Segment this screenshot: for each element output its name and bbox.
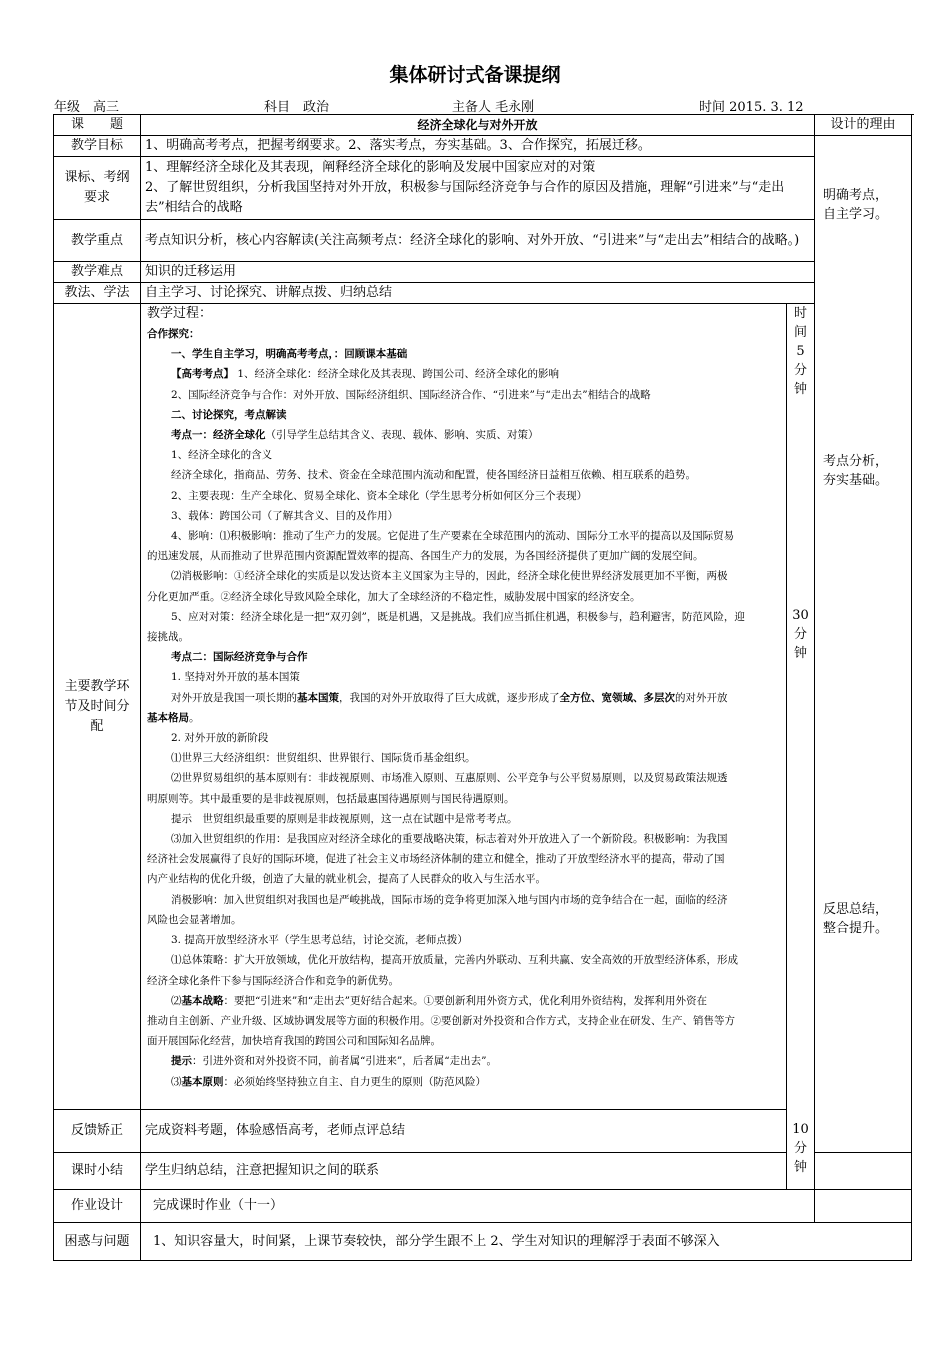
homework-reason-blank <box>815 1190 912 1223</box>
time-1: 时 间 5 分 钟 <box>794 306 808 397</box>
goal-value: 1、明确高考考点，把握考纲要求。2、落实考点，夯实基础。3、合作探究，拓展迁移。 <box>141 136 815 157</box>
header-meta <box>54 96 914 115</box>
preparer-field: 主备人 毛永刚 <box>452 100 535 115</box>
reason-1: 明确考点， 自主学习。 <box>823 188 889 222</box>
issues-value: 1、知识容量大，时间紧，上课节奏较快，部分学生跟不上 2、学生对知识的理解浮于表面不够深入 <box>141 1223 912 1261</box>
standard-label: 课标、考纲 要求 <box>54 157 141 220</box>
issues-label: 困惑与问题 <box>54 1223 141 1261</box>
topic-value: 经济全球化与对外开放 <box>141 115 815 136</box>
summary-label: 课时小结 <box>54 1153 141 1190</box>
summary-row <box>54 1153 912 1190</box>
homework-label: 作业设计 <box>54 1190 141 1223</box>
reason-3: 反思总结， 整合提升。 <box>823 902 889 936</box>
time-column <box>787 304 815 1190</box>
method-value: 自主学习、讨论探究、讲解点拨、归纳总结 <box>141 283 815 304</box>
homework-row <box>54 1190 912 1223</box>
reason-2: 考点分析， 夯实基础。 <box>823 454 889 488</box>
summary-value: 学生归纳总结，注意把握知识之间的联系 <box>141 1153 787 1190</box>
time-3: 10 分 钟 <box>792 1122 809 1175</box>
grade-field: 年级 高三 <box>54 100 120 115</box>
reason-column <box>815 136 912 1153</box>
standard-value: 1、理解经济全球化及其表现，阐释经济全球化的影响及发展中国家应对的对策 2、了解世贸组织，分析我国坚持对外开放，积极参与国际经济竞争与合作的原因及措施，理解“引进来”与“走出去”相结合的战略 <box>141 157 815 220</box>
difficulty-value: 知识的迁移运用 <box>141 262 815 283</box>
goal-row <box>54 136 912 157</box>
key-label: 教学重点 <box>54 220 141 262</box>
time-2: 30 分 钟 <box>792 608 809 661</box>
date-field: 时间 2015. 3. 12 <box>699 100 804 115</box>
homework-value: 完成课时作业（十一） <box>141 1190 815 1223</box>
feedback-row <box>54 1110 912 1153</box>
page-title: 集体研讨式备课提纲 <box>389 64 561 86</box>
subject-field: 科目 政治 <box>264 100 330 115</box>
method-row <box>54 283 912 304</box>
lesson-plan-table <box>53 114 912 1261</box>
process-row <box>54 304 912 1110</box>
goal-label: 教学目标 <box>54 136 141 157</box>
key-row <box>54 220 912 262</box>
method-label: 教法、学法 <box>54 283 141 304</box>
difficulty-label: 教学难点 <box>54 262 141 283</box>
topic-row <box>54 115 912 136</box>
standard-row <box>54 157 912 220</box>
issues-row <box>54 1223 912 1261</box>
reason-blank <box>815 1153 912 1190</box>
feedback-label: 反馈矫正 <box>54 1110 141 1153</box>
process-content <box>141 304 787 1110</box>
difficulty-row <box>54 262 912 283</box>
key-value: 考点知识分析，核心内容解读(关注高频考点：经济全球化的影响、对外开放、“引进来”与“走出去”相结合的战略。) <box>141 220 815 262</box>
feedback-value: 完成资料考题，体验感悟高考，老师点评总结 <box>141 1110 787 1153</box>
main-label: 主要教学环 节及时间分 配 <box>54 304 141 1110</box>
topic-label: 课 题 <box>54 115 141 136</box>
process-text: 教学过程： 合作探究： 一、学生自主学习，明确高考考点，：回顾课本基础 【高考考点】 1、经济全球化：经济全球化及其表现、跨国公司、经济全球化的影响 2、国际经济竞争与合作：对外开放、国际经济组织、国际经济合作、“引进来”与“走出去”相结合的战略 二、讨论探究，考点解读 考点一：经济全球化（引导学生总结其含义、表现、载体、影响、实质、对策） 1、经济全球化的含义 经济全球化，指商品、劳务、技术、资金在全球范围内流动和配置，使各国经济日益相互依赖、相互联系的趋势。 2、主要表现：生产全球化、贸易全球化、资本全球化（学生思考分析如何区分三个表现） 3、载体：跨国公司（了解其含义、目的及作用） 4、影响：⑴积极影响：推动了生产力的发展。它促进了生产要素在全球范围内的流动、国际分工水平的提高以及国际贸易 的迅速发展，从而推动了世界范围内资源配置效率的提高、各国生产力的发展，为各国经济提供了更加广阔的发展空间。 ⑵消极影响：①经济全球化的实质是以发达资本主义国家为主导的，因此，经济全球化使世界经济发展更加不平衡，两极 分化更加严重。②经济全球化导致风险全球化，加大了全球经济的不稳定性，威胁发展中国家的经济安全。 5、应对对策：经济全球化是一把“双刃剑”，既是机遇，又是挑战。我们应当抓住机遇，积极参与，趋利避害，防范风险，迎 接挑战。 考点二：国际经济竞争与合作 1. 坚持对外开放的基本国策 对外开放是我国一项长期的基本国策，我国的对外开放取得了巨大成就，逐步形成了全方位、宽领域、多层次的对外开放 基本格局。 2. 对外开放的新阶段 ⑴世界三大经济组织：世贸组织、世界银行、国际货币基金组织。 ⑵世界贸易组织的基本原则有：非歧视原则、市场准入原则、互惠原则、公平竞争与公平贸易原则，以及贸易政策法规透 明原则等。其中最重要的是非歧视原则，包括最惠国待遇原则与国民待遇原则。 提示 世贸组织最重要的原则是非歧视原则，这一点在试题中是常考考点。 ⑶加入世贸组织的作用：是我国应对经济全球化的重要战略决策，标志着对外开放进入了一个新阶段。积极影响：为我国 经济社会发展赢得了良好的国际环境，促进了社会主义市场经济体制的建立和健全，推动了开放型经济水平的提高，带动了国 内产业结构的优化升级，创造了大量的就业机会，提高了人民群众的收入与生活水平。 消极影响：加入世贸组织对我国也是严峻挑战，国际市场的竞争将更加深入地与国内市场的竞争结合在一起，面临的经济 风险也会显著增加。 3. 提高开放型经济水平（学生思考总结，讨论交流，老师点拨） ⑴总体策略：扩大开放领域，优化开放结构，提高开放质量，完善内外联动、互利共赢、安全高效的开放型经济体系，形成 经济全球化条件下参与国际经济合作和竞争的新优势。 ⑵基本战略：要把“引进来”和“走出去”更好结合起来。①要创新利用外资方式，优化利用外资结构，发挥利用外资在 推动自主创新、产业升级、区域协调发展等方面的积极作用。②要创新对外投资和合作方式，支持企业在研发、生产、销售等方 面开展国际化经营，加快培育我国的跨国公司和国际知名品牌。 提示：引进外资和对外投资不同，前者属“引进来”，后者属“走出去”。 ⑶基本原则：必须始终坚持独立自主、自力更生的原则（防范风险） <box>147 306 745 1088</box>
reason-header: 设计的理由 <box>815 115 912 136</box>
